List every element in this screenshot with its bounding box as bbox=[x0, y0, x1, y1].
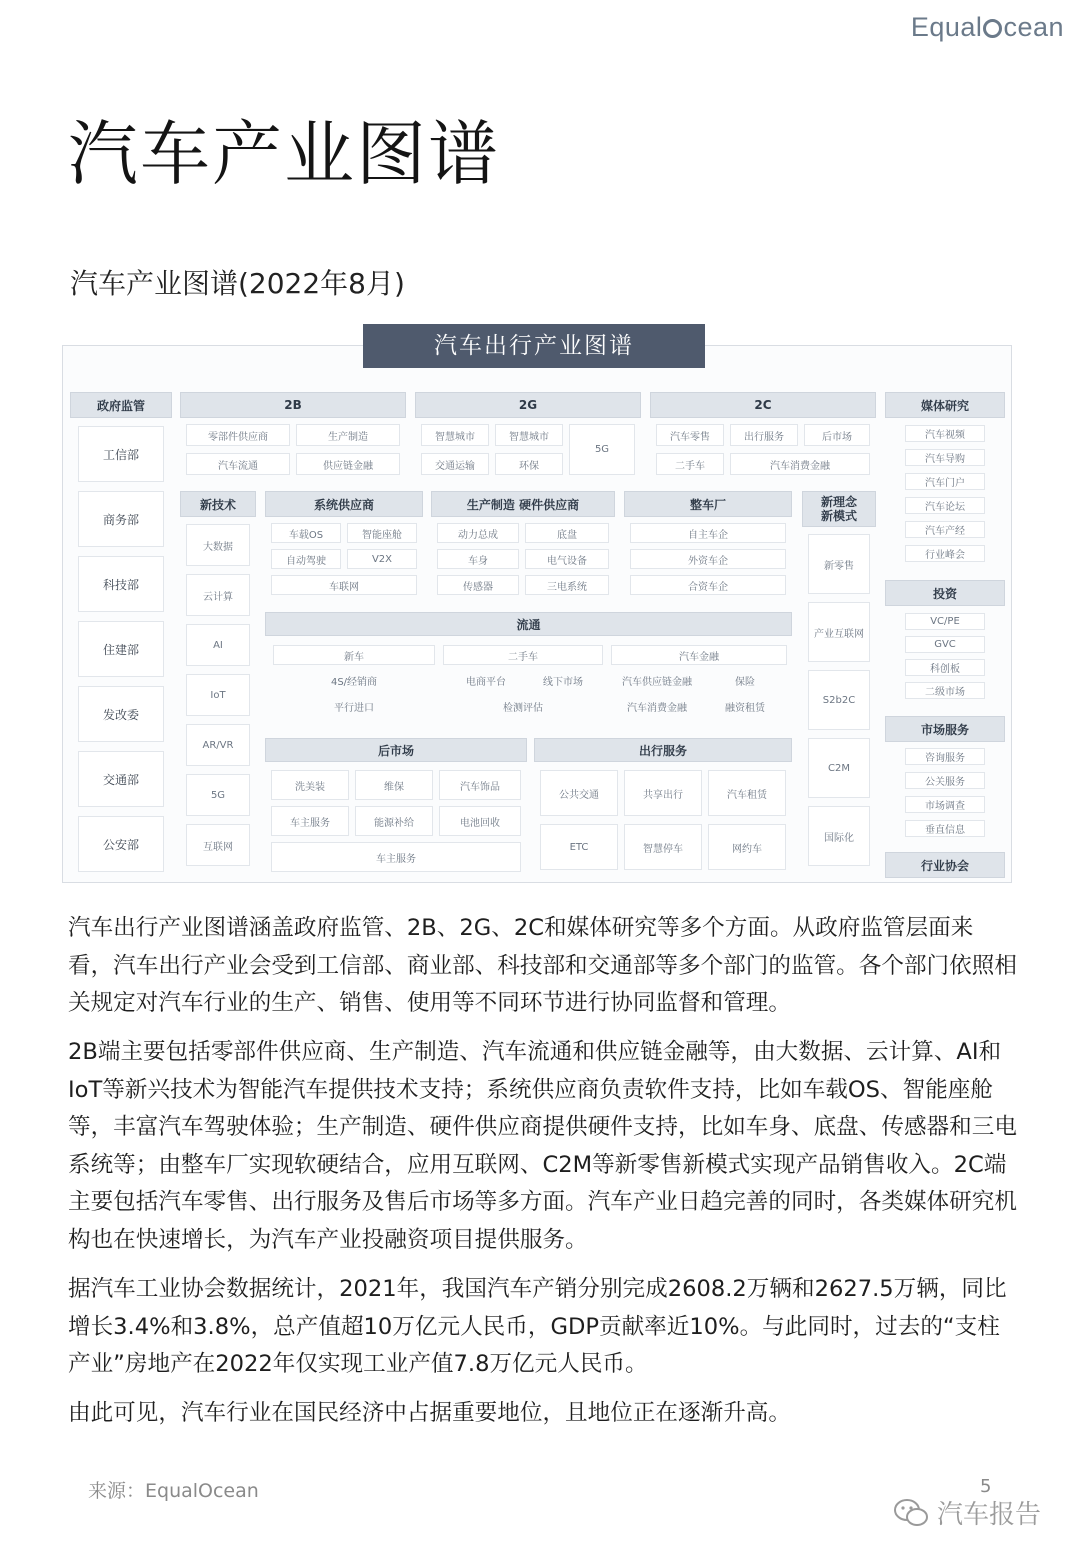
2g-item: 交通运输 bbox=[421, 453, 489, 475]
2c-item: 出行服务 bbox=[730, 424, 798, 446]
2c-item: 后市场 bbox=[804, 424, 870, 446]
travel-header: 出行服务 bbox=[534, 738, 792, 762]
circulation-item: 汽车供应链金融 bbox=[622, 677, 692, 688]
new-model-item: S2b2C bbox=[808, 670, 870, 730]
2b-item: 汽车流通 bbox=[186, 453, 290, 475]
circulation-item: 汽车消费金融 bbox=[627, 703, 687, 714]
oem-item: 合资车企 bbox=[630, 575, 786, 595]
circulation-item: 平行进口 bbox=[334, 703, 374, 714]
media-item: 行业峰会 bbox=[905, 545, 985, 562]
mfg-item: 电气设备 bbox=[525, 549, 609, 569]
oem-header: 整车厂 bbox=[624, 491, 792, 517]
travel-item: 智慧停车 bbox=[624, 824, 702, 870]
mfg-header: 生产制造 硬件供应商 bbox=[431, 491, 615, 517]
circulation-used-car: 二手车 bbox=[443, 645, 603, 665]
tech-item: 5G bbox=[186, 774, 250, 816]
2b-header: 2B bbox=[180, 392, 406, 418]
industry-map-diagram bbox=[62, 333, 1012, 883]
circulation-item: 线下市场 bbox=[543, 677, 583, 688]
media-item: 汽车视频 bbox=[905, 425, 985, 442]
new-model-item: 国际化 bbox=[808, 806, 870, 866]
2g-item: 5G bbox=[569, 424, 635, 475]
media-item: 汽车论坛 bbox=[905, 497, 985, 514]
market-header: 市场服务 bbox=[885, 716, 1005, 742]
circulation-header: 流通 bbox=[265, 612, 792, 636]
aftermarket-item: 车主服务 bbox=[271, 806, 349, 836]
2g-item: 环保 bbox=[495, 453, 563, 475]
figure-subtitle: 汽车产业图谱(2022年8月) bbox=[70, 267, 405, 300]
tech-item: AI bbox=[186, 624, 250, 666]
sys-item: 车联网 bbox=[271, 575, 417, 595]
media-header: 媒体研究 bbox=[885, 392, 1005, 418]
travel-item: 共享出行 bbox=[624, 770, 702, 816]
circulation-item: 保险 bbox=[735, 677, 755, 688]
media-item: 汽车门户 bbox=[905, 473, 985, 490]
2c-item: 汽车零售 bbox=[656, 424, 724, 446]
sys-header: 系统供应商 bbox=[265, 491, 423, 517]
paragraph: 2B端主要包括零部件供应商、生产制造、汽车流通和供应链金融等，由大数据、云计算、AI和IoT等新兴技术为智能汽车提供技术支持；系统供应商负责软件支持，比如车载OS、智能座舱等，丰富汽车驾驶体验；生产制造、硬件供应商提供硬件支持，比如车身、底盘、传感器和三电系统等；由整车厂实现软硬结合，应用互联网、C2M等新零售新模式实现产品销售收入。2C端主要包括汽车零售、出行服务及售后市场等多方面。汽车产业日趋完善的同时，各类媒体研究机构也在快速增长，为汽车产业投融资项目提供服务。 bbox=[68, 1039, 1017, 1253]
invest-item: GVC bbox=[905, 636, 985, 653]
sys-item: V2X bbox=[347, 549, 417, 569]
gov-header: 政府监管 bbox=[70, 392, 172, 418]
media-item: 汽车产经 bbox=[905, 521, 985, 538]
gov-item: 工信部 bbox=[78, 426, 164, 482]
paragraph: 据汽车工业协会数据统计，2021年，我国汽车产销分别完成2608.2万辆和2627.5万辆，同比增长3.4%和3.8%，总产值超10万亿元人民币，GDP贡献率近10%。与此同时，过去的“支柱产业”房地产在2022年仅实现工业产值7.8万亿元人民币。 bbox=[68, 1276, 1007, 1377]
circulation-new-car: 新车 bbox=[273, 645, 435, 665]
circulation-item: 电商平台 bbox=[466, 677, 506, 688]
aftermarket-item: 能源补给 bbox=[355, 806, 433, 836]
travel-item: 汽车租赁 bbox=[708, 770, 786, 816]
mfg-item: 三电系统 bbox=[525, 575, 609, 595]
tech-item: 云计算 bbox=[186, 574, 250, 616]
diagram-banner: 汽车出行产业图谱 bbox=[363, 324, 705, 368]
2c-header: 2C bbox=[650, 392, 876, 418]
mfg-item: 底盘 bbox=[525, 523, 609, 543]
tech-header: 新技术 bbox=[180, 491, 256, 517]
travel-item: 网约车 bbox=[708, 824, 786, 870]
circulation-item: 融资租赁 bbox=[725, 703, 765, 714]
wechat-icon bbox=[893, 1498, 929, 1528]
gov-item: 商务部 bbox=[78, 491, 164, 547]
aftermarket-item: 车主服务 bbox=[271, 842, 521, 872]
aftermarket-item: 洗美装 bbox=[271, 770, 349, 800]
paragraph: 汽车出行产业图谱涵盖政府监管、2B、2G、2C和媒体研究等多个方面。从政府监管层面来看，汽车出行产业会受到工信部、商业部、科技部和交通部等多个部门的监管。各个部门依照相关规定对汽车行业的生产、销售、使用等不同环节进行协同监督和管理。 bbox=[68, 915, 1017, 1016]
new-model-item: 产业互联网 bbox=[808, 602, 870, 662]
gov-item: 住建部 bbox=[78, 621, 164, 677]
gov-item: 科技部 bbox=[78, 556, 164, 612]
invest-item: 二级市场 bbox=[905, 682, 985, 699]
new-model-item: C2M bbox=[808, 738, 870, 798]
aftermarket-item: 维保 bbox=[355, 770, 433, 800]
2b-item: 生产制造 bbox=[296, 424, 400, 446]
tech-item: AR/VR bbox=[186, 724, 250, 766]
mfg-item: 传感器 bbox=[437, 575, 519, 595]
oem-item: 自主车企 bbox=[630, 523, 786, 543]
gov-item: 公安部 bbox=[78, 816, 164, 872]
mfg-item: 动力总成 bbox=[437, 523, 519, 543]
aftermarket-header: 后市场 bbox=[265, 738, 527, 762]
mfg-item: 车身 bbox=[437, 549, 519, 569]
sys-item: 自动驾驶 bbox=[271, 549, 341, 569]
gov-item: 交通部 bbox=[78, 751, 164, 807]
2c-item: 二手车 bbox=[656, 453, 724, 475]
market-item: 咨询服务 bbox=[905, 748, 985, 765]
circulation-item: 检测评估 bbox=[503, 703, 543, 714]
source-note: 来源：EqualOcean bbox=[88, 1480, 259, 1502]
page-title: 汽车产业图谱 bbox=[68, 113, 500, 195]
watermark-text: 汽车报告 bbox=[937, 1500, 1042, 1530]
market-item: 公关服务 bbox=[905, 772, 985, 789]
oem-item: 外资车企 bbox=[630, 549, 786, 569]
market-item: 市场调查 bbox=[905, 796, 985, 813]
association-header: 行业协会 bbox=[885, 852, 1005, 878]
2g-item: 智慧城市 bbox=[421, 424, 489, 446]
circulation-item: 4S/经销商 bbox=[330, 677, 378, 688]
invest-item: 科创板 bbox=[905, 659, 985, 676]
2b-item: 供应链金融 bbox=[296, 453, 400, 475]
tech-item: 大数据 bbox=[186, 524, 250, 566]
travel-item: 公共交通 bbox=[540, 770, 618, 816]
tech-item: IoT bbox=[186, 674, 250, 716]
wechat-watermark bbox=[893, 1494, 1041, 1531]
market-item: 垂直信息 bbox=[905, 820, 985, 837]
invest-header: 投资 bbox=[885, 580, 1005, 606]
sys-item: 智能座舱 bbox=[347, 523, 417, 543]
gov-item: 发改委 bbox=[78, 686, 164, 742]
paragraph: 由此可见，汽车行业在国民经济中占据重要地位，且地位正在逐渐升高。 bbox=[68, 1400, 791, 1426]
aftermarket-item: 汽车饰品 bbox=[439, 770, 521, 800]
2c-item: 汽车消费金融 bbox=[730, 453, 870, 475]
new-model-item: 新零售 bbox=[808, 534, 870, 594]
aftermarket-item: 电池回收 bbox=[439, 806, 521, 836]
sys-item: 车载OS bbox=[271, 523, 341, 543]
media-item: 汽车导购 bbox=[905, 449, 985, 466]
equalocean-logo: Equal cean bbox=[910, 12, 1064, 42]
new-model-header: 新理念 新模式 bbox=[802, 491, 876, 527]
page-number: 5 bbox=[980, 1476, 992, 1497]
tech-item: 互联网 bbox=[186, 824, 250, 866]
2b-item: 零部件供应商 bbox=[186, 424, 290, 446]
2g-header: 2G bbox=[415, 392, 641, 418]
invest-item: VC/PE bbox=[905, 613, 985, 630]
travel-item: ETC bbox=[540, 824, 618, 870]
2g-item: 智慧城市 bbox=[495, 424, 563, 446]
circulation-finance: 汽车金融 bbox=[611, 645, 787, 665]
